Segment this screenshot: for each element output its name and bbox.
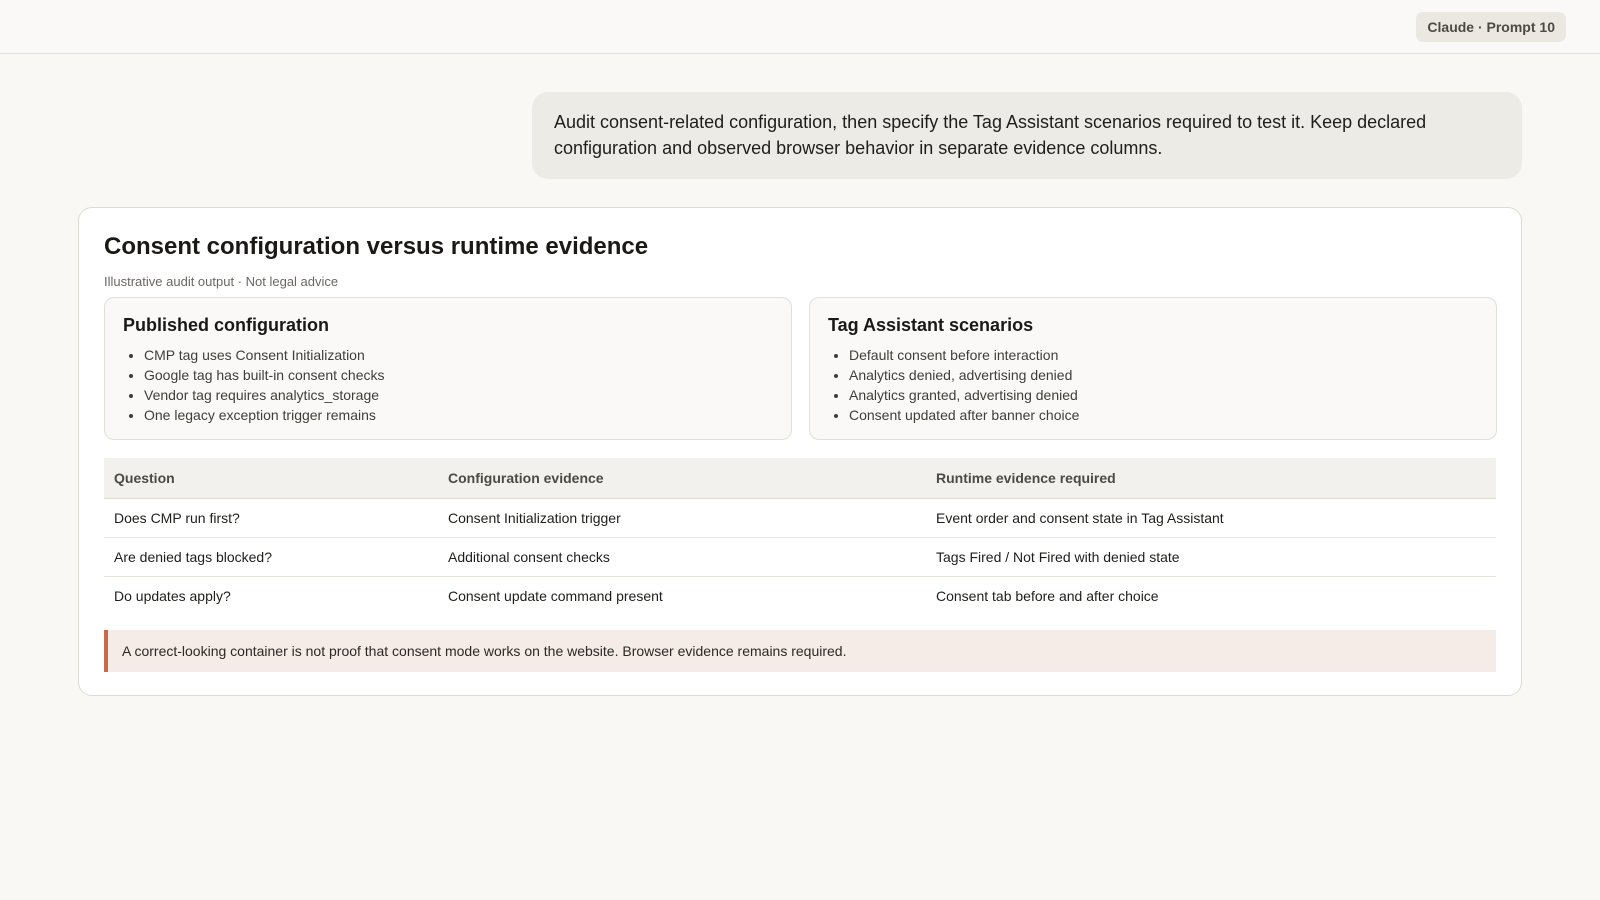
card-title: Consent configuration versus runtime evidence <box>104 233 649 260</box>
list-item: • Consent updated after banner choice <box>849 405 1478 425</box>
table-cell: Consent update command present <box>448 587 663 604</box>
tag-assistant-scenarios-list <box>828 345 1478 425</box>
list-item: • Analytics denied, advertising denied <box>849 365 1478 385</box>
model-prompt-badge[interactable]: Claude · Prompt 10 <box>1416 12 1566 42</box>
table-cell: Tags Fired / Not Fired with denied state <box>926 537 1496 576</box>
panel-title: Published configuration <box>123 315 329 335</box>
list-item: • Vendor tag requires analytics_storage <box>144 385 773 405</box>
column-header-question: Question <box>104 458 438 498</box>
top-bar <box>0 0 1600 54</box>
table-row <box>104 537 1496 576</box>
list-item: • Google tag has built-in consent checks <box>144 365 773 385</box>
warning-callout: A correct-looking container is not proof that consent mode works on the website. Browser evidence remains required. <box>104 630 1496 672</box>
published-configuration-list <box>123 345 773 425</box>
table-cell: Event order and consent state in Tag Assistant <box>926 498 1496 537</box>
published-configuration-panel <box>104 297 792 440</box>
table-row <box>104 576 1496 615</box>
list-item: • Default consent before interaction <box>849 345 1478 365</box>
panel-title: Tag Assistant scenarios <box>828 315 1034 335</box>
table-cell: Consent Initialization trigger <box>438 498 926 537</box>
table-header-row <box>104 458 1496 498</box>
table-cell: Additional consent checks <box>438 537 926 576</box>
table-cell: Are denied tags blocked? <box>104 537 438 576</box>
column-header-configuration-evidence: Configuration evidence <box>438 458 926 498</box>
table-cell: Consent tab before and after choice <box>936 587 1159 604</box>
audit-output-card <box>78 207 1522 696</box>
list-item: • Analytics granted, advertising denied <box>849 385 1478 405</box>
tag-assistant-scenarios-panel <box>809 297 1497 440</box>
list-item: • CMP tag uses Consent Initialization <box>144 345 773 365</box>
table-cell: Do updates apply? <box>114 587 231 604</box>
card-subtitle: Illustrative audit output · Not legal advice <box>104 274 339 289</box>
user-message-bubble: Audit consent-related configuration, then specify the Tag Assistant scenarios required to test it. Keep declared configuration and observed browser behavior in separate evidence columns. <box>532 92 1522 179</box>
evidence-table <box>104 458 1496 615</box>
list-item: • One legacy exception trigger remains <box>144 405 773 425</box>
column-header-runtime-evidence: Runtime evidence required <box>926 458 1496 498</box>
table-cell: Does CMP run first? <box>104 498 438 537</box>
table-row <box>104 498 1496 537</box>
